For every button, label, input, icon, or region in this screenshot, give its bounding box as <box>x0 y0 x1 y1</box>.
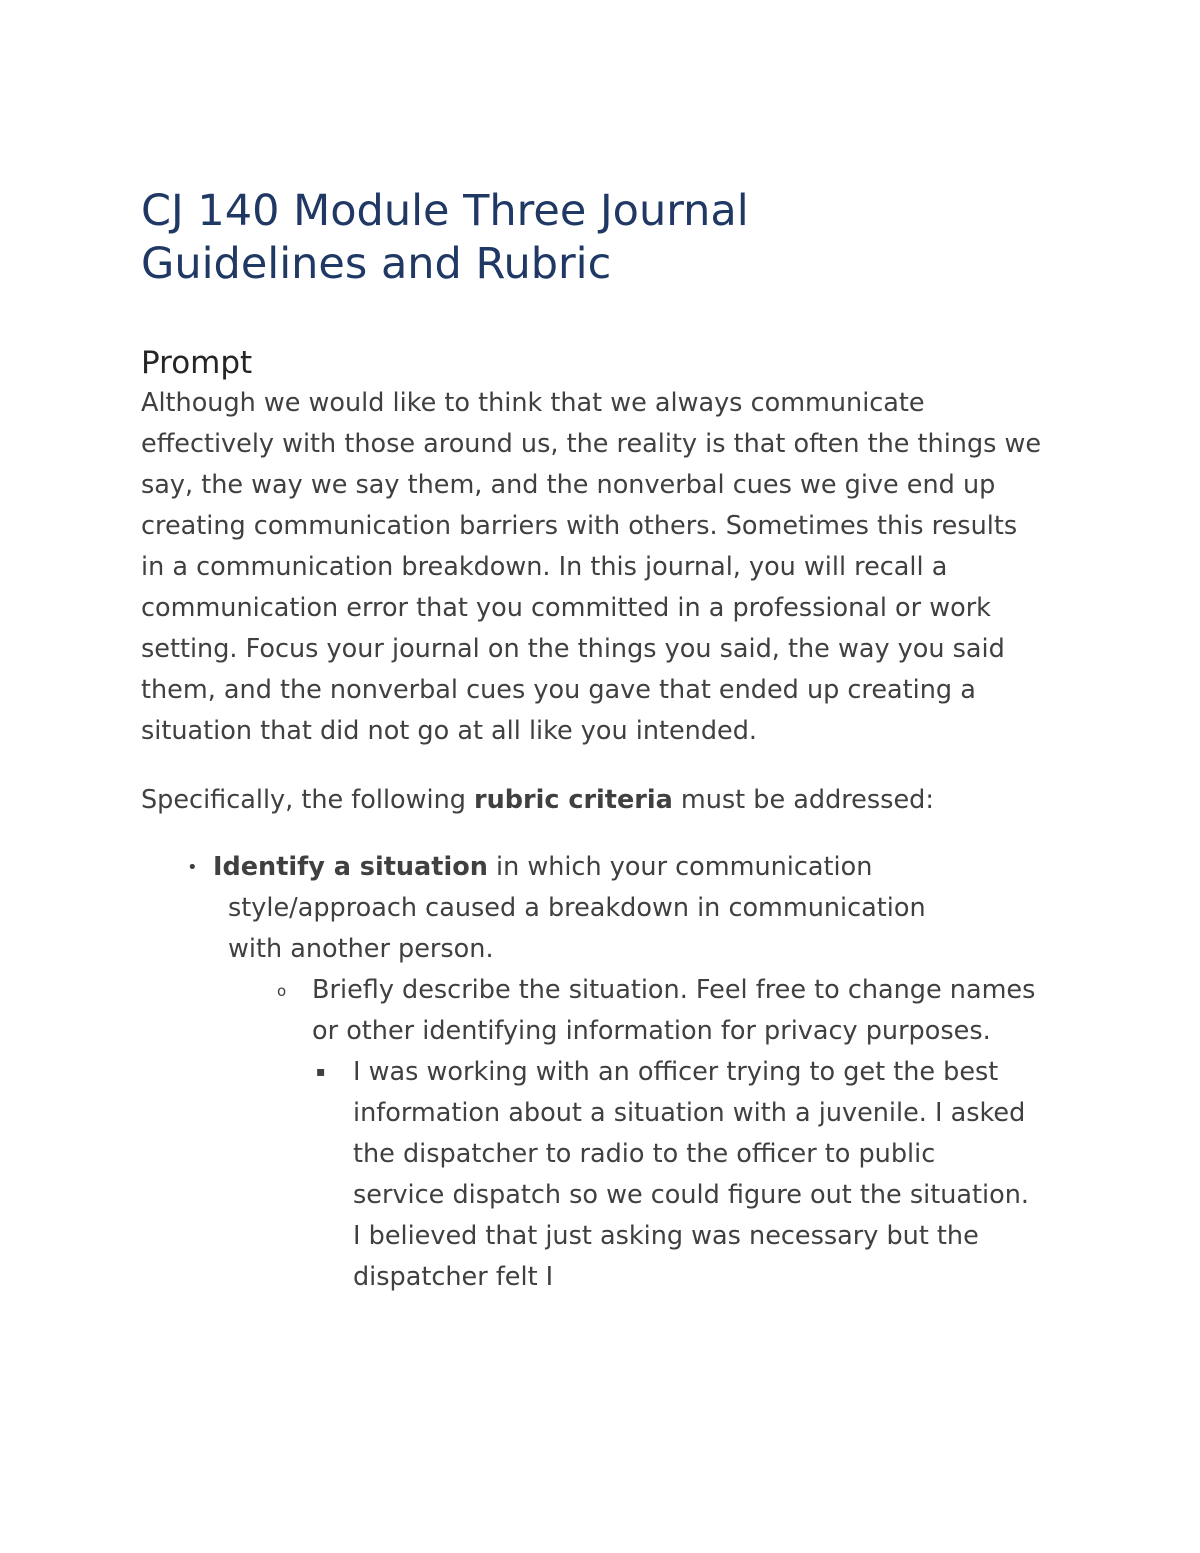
criteria-subitem <box>277 970 1037 1298</box>
criteria-subsubitem-text: I was working with an officer trying to get the best information about a situation with a juvenile. I asked the dispatcher to radio to the officer to public service dispatch so we could figure out the situation. I believed that just asking was necessary but the dispatcher felt I <box>353 1057 1029 1292</box>
circle-bullet-icon: o <box>277 982 287 1000</box>
criteria-sublist <box>213 970 1036 1298</box>
criteria-item-body: in which your communication style/approach caused a breakdown in communication with another person. <box>228 852 926 964</box>
document-title: CJ 140 Module Three Journal Guidelines and Rubric <box>141 186 749 289</box>
criteria-subsublist <box>312 1052 1037 1298</box>
criteria-item-text <box>213 847 948 970</box>
bullet-icon: • <box>187 857 198 878</box>
document-page <box>141 185 1061 1298</box>
criteria-intro-before: Specifically, the following <box>141 785 475 815</box>
criteria-item-bold: Identify a situation <box>213 852 488 882</box>
criteria-subitem-text: Briefly describe the situation. Feel free to change names or other identifying information for privacy purposes. <box>312 975 1036 1046</box>
square-bullet-icon: ▪ <box>316 1064 326 1080</box>
prompt-heading: Prompt <box>141 345 253 381</box>
prompt-paragraph: Although we would like to think that we always communicate effectively with those around us, the reality is that often the things we say, the way we say them, and the nonverbal cues we give end up creating communication barriers with others. Sometimes this results in a communication breakdown. In this journal, you will recall a communication error that you committed in a professional or work setting. Focus your journal on the things you said, the way you said them, and the nonverbal cues you gave that ended up creating a situation that did not go at all like you intended. <box>141 388 1042 746</box>
criteria-list <box>141 847 1061 1298</box>
criteria-subsubitem <box>316 1052 1033 1298</box>
criteria-item <box>141 847 1036 1298</box>
criteria-intro-bold: rubric criteria <box>474 785 673 815</box>
criteria-intro-after: must be addressed: <box>672 785 934 815</box>
criteria-intro <box>141 780 1061 821</box>
